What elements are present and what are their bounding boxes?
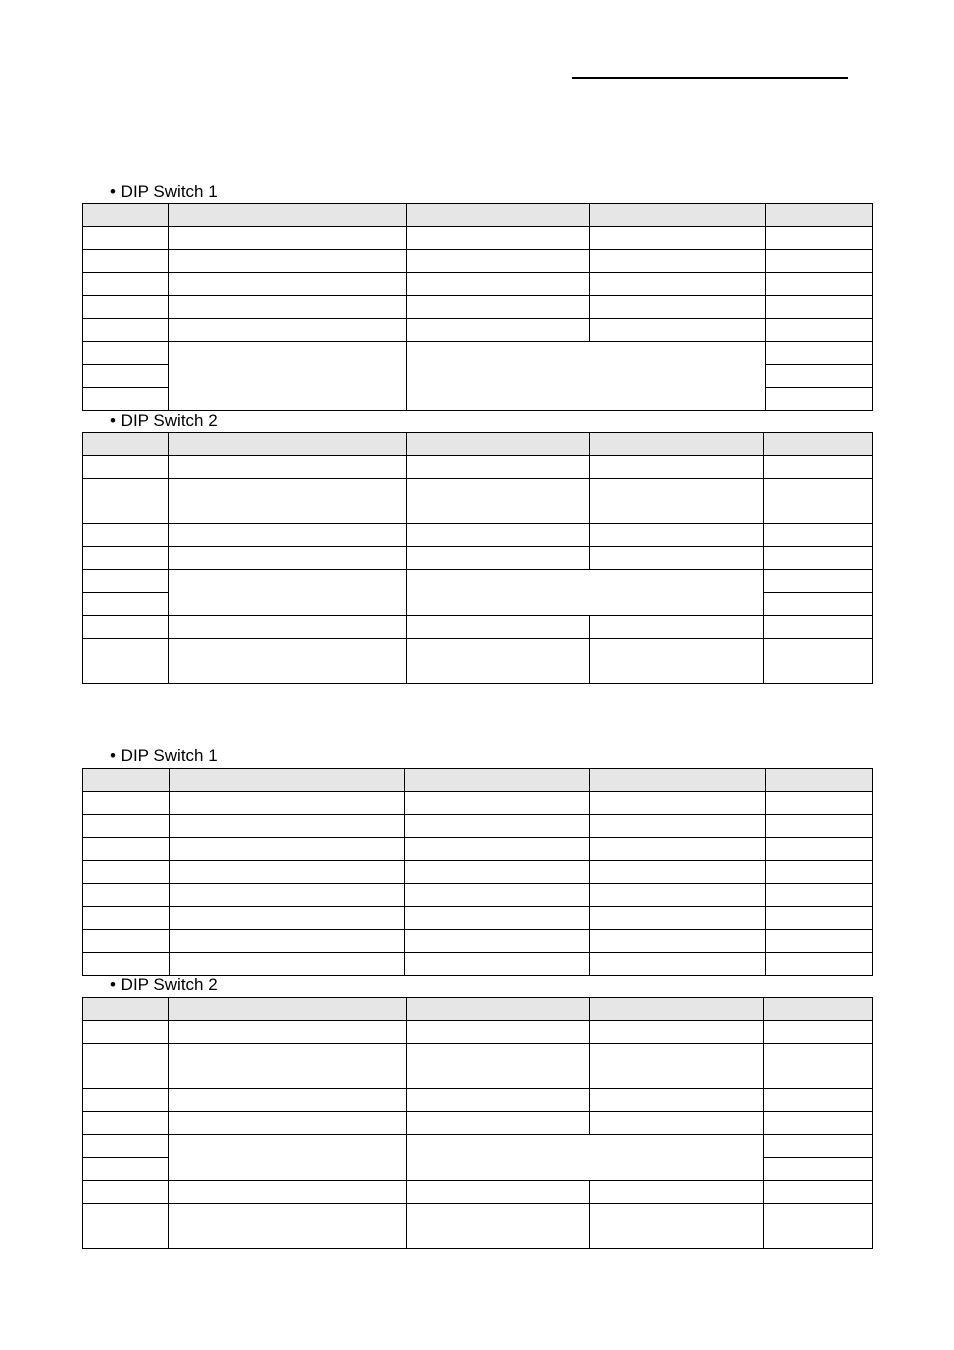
table-header-row <box>83 204 873 227</box>
dip-switch-2-table <box>82 432 873 684</box>
table-row <box>83 1021 873 1044</box>
table-row <box>83 639 873 684</box>
table-row <box>83 838 873 861</box>
table-row <box>83 342 873 365</box>
table-row <box>83 616 873 639</box>
table-row <box>83 930 873 953</box>
table-row <box>83 547 873 570</box>
header-rule <box>572 77 848 79</box>
table-row <box>83 319 873 342</box>
table-row <box>83 570 873 593</box>
dip-switch-2-table <box>82 997 873 1249</box>
table-row <box>83 1135 873 1158</box>
table-row <box>83 792 873 815</box>
table-row <box>83 1112 873 1135</box>
dip-switch-1-caption: • DIP Switch 1 <box>110 746 218 765</box>
table-row <box>83 273 873 296</box>
table-row <box>83 456 873 479</box>
dip-switch-2-caption: • DIP Switch 2 <box>110 975 218 994</box>
table-row <box>83 227 873 250</box>
dip-switch-2-caption: • DIP Switch 2 <box>110 411 218 430</box>
dip-switch-1-table <box>82 768 873 976</box>
table-header-row <box>83 769 873 792</box>
table-row <box>83 861 873 884</box>
table-row <box>83 1204 873 1249</box>
table-row <box>83 815 873 838</box>
table-row <box>83 884 873 907</box>
table-row <box>83 524 873 547</box>
table-header-row <box>83 433 873 456</box>
dip-switch-1-table <box>82 203 873 411</box>
table-row <box>83 1181 873 1204</box>
table-row <box>83 1044 873 1089</box>
dip-switch-1-caption: • DIP Switch 1 <box>110 182 218 201</box>
table-row <box>83 1089 873 1112</box>
table-row <box>83 953 873 976</box>
table-row <box>83 296 873 319</box>
table-row <box>83 250 873 273</box>
table-row <box>83 479 873 524</box>
table-row <box>83 907 873 930</box>
table-header-row <box>83 998 873 1021</box>
